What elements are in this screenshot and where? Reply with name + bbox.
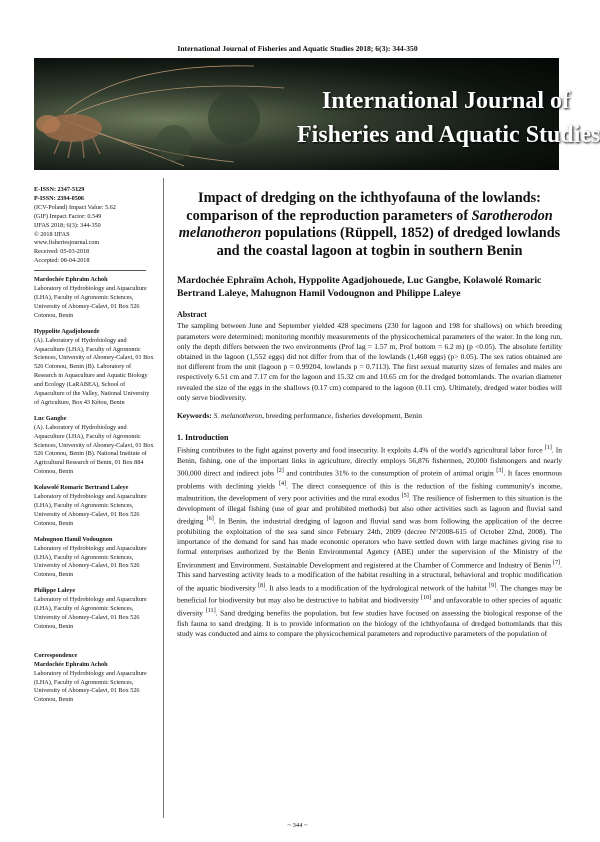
intro-text-segment: . This sand harvesting activity leads to a modification of the habitat resulting in a structural, behavioral and trophic modification of the aquatic biodiversity bbox=[177, 560, 562, 593]
accepted-date: Accepted: 08-04-2018 bbox=[34, 257, 90, 265]
citation-ref: [9] bbox=[489, 581, 497, 589]
intro-text-segment: . Sand dredging benefits the population, but few studies have focused on assessing the biological response of the fish fauna to sand dredging. It is to provide information on the biology of the ichthyofauna of dredged bottomlands that this study was conducted and aims to compare the physicochemical parameters and reproductive parameters of the population of bbox=[177, 608, 563, 638]
citation-line: IJFAS 2018; 6(3): 344-350 bbox=[34, 221, 101, 229]
author-affiliation: Laboratory of Hydrobiology and Aquaculture (LHA), Faculty of Agronomic Sciences, University of Abomey-Calavi, 01 Box 526 Cotonou, Benin bbox=[34, 544, 147, 579]
running-head: International Journal of Fisheries and Aquatic Studies 2018; 6(3): 344-350 bbox=[177, 44, 418, 53]
website-link[interactable]: www.fisheriesjournal.com bbox=[34, 239, 100, 247]
author-affiliation: (A). Laboratory of Hydrobiology and Aquaculture (LHA), Faculty of Agronomic Sciences, University of Abomey-Calavi, 01 Box 526 Cotonou, Benin (B). National Institute of Agricultural Research of Benin, 01 Box 884 Cotonou, Benin bbox=[34, 423, 154, 476]
sidebar-divider bbox=[34, 270, 146, 271]
author-name: Mardochée Ephraïm Achoh bbox=[34, 276, 108, 284]
intro-text-segment: and unfavorable to other species of aquatic diversity bbox=[177, 595, 562, 618]
intro-text-segment: . The changes may be beneficial for biodiversity but may also be destructive to habitat and biodiversity bbox=[177, 583, 562, 605]
author-affiliation: (A). Laboratory of Hydrobiology and Aquaculture (LHA), Faculty of Agronomic Sciences, University of Abomey-Calavi, 01 Box 526 Cotonou, Benin (B). Laboratory of Research in Aquaculture and Aquatic Biology and Ecology (LaRABEA), School of Aquaculture of the Valley, National University of Agriculture, Box 43 Kétou, Benin bbox=[34, 336, 154, 406]
author-affiliation: Laboratory of Hydrobiology and Aquaculture (LHA), Faculty of Agronomic Sciences, University of Abomey-Calavi, 01 Box 526 Cotonou, Benin bbox=[34, 285, 147, 319]
title-part2: populations (Rüppell, 1852) of dredged lowlands and the coastal lagoon at togbin in southern Benin bbox=[216, 225, 561, 259]
impact-value: (ICV-Poland) Impact Value: 5.62 bbox=[34, 203, 116, 211]
keywords-species: S. melanotheron bbox=[213, 411, 263, 420]
author-affiliation: Laboratory of Hydrobiology and Aquaculture (LHA), Faculty of Agronomic Sciences, University of Abomey-Calavi, 01 Box 526 Cotonou, Benin bbox=[34, 493, 147, 527]
keywords-rest: , breeding performance, fisheries development, Benin bbox=[262, 411, 422, 420]
correspondence-name: Mardochée Ephraïm Achoh bbox=[34, 660, 108, 668]
article-title bbox=[177, 190, 562, 260]
sidebar-author bbox=[34, 276, 154, 321]
intro-text-segment: . In Benin, fishing, one of the important links in agriculture, directly employs 56,876 fishermen, 20,000 fishmongers and nearly 300,000 direct and indirect jobs bbox=[177, 445, 562, 478]
intro-text-segment: . In Benin, the industrial dredging of lagoon and fluvial sand was born following the application of the decree prohibiting the exploitation of the sea sand since February 24th, 2009 (decree N°2008-615 of October 22nd, 2008). The importance of the demand for sand has made economic operators who have settled down with large machines giving rise to formal enterprises authorized by the Benin Environmental Agency (ABE) under the supervision of the Ministry of the Environment and Environment. Sustainable Development and registered at the Chamber of Commerce and Industry of Benin bbox=[177, 516, 562, 570]
author-name: Mahugnon Hamil Vodougnon bbox=[34, 535, 113, 543]
page-number: ~ 344 ~ bbox=[287, 822, 308, 829]
sidebar-author bbox=[34, 536, 154, 581]
author-affiliation: Laboratory of Hydrobiology and Aquaculture (LHA), Faculty of Agronomic Sciences, University of Abomey-Calavi, 01 Box 526 Cotonou, Benin bbox=[34, 596, 147, 630]
title-part1: Impact of dredging on the ichthyofauna of the lowlands: comparison of the reproduction parameters of bbox=[186, 190, 541, 224]
copyright-line: © 2018 IJFAS bbox=[34, 230, 70, 238]
keywords-label: Keywords: bbox=[177, 411, 212, 420]
citation-ref: [11] bbox=[205, 606, 216, 614]
citation-ref: [1] bbox=[544, 444, 552, 452]
introduction-text bbox=[177, 443, 562, 639]
citation-ref: [6] bbox=[206, 515, 214, 523]
citation-ref: [4] bbox=[278, 479, 287, 487]
impact-factor: (GIF) Impact Factor: 0.549 bbox=[34, 212, 102, 220]
eissn: E-ISSN: 2347-5129 bbox=[34, 186, 85, 193]
author-name: Kolawolé Romaric Bertrand Laleye bbox=[34, 484, 129, 492]
banner-title-line1: International Journal of bbox=[322, 88, 571, 114]
introduction-heading: 1. Introduction bbox=[177, 433, 229, 443]
citation-ref: [7] bbox=[552, 558, 561, 566]
pissn: P-ISSN: 2394-0506 bbox=[34, 194, 85, 202]
journal-banner bbox=[34, 58, 600, 170]
intro-text-segment: . The direct consequence of this is the reduction of the fishing community's income, malnutrition, the development of very poor activities and the rural exodus bbox=[177, 481, 562, 503]
sidebar-author bbox=[34, 484, 154, 529]
author-name: Philippe Laleye bbox=[34, 587, 76, 595]
citation-ref: [5] bbox=[401, 492, 409, 500]
banner-title-line2: Fisheries and Aquatic Studies bbox=[297, 122, 600, 148]
intro-text-segment: . It faces enormous problems with declining yields bbox=[177, 468, 562, 491]
article-main bbox=[177, 190, 562, 639]
sidebar-author bbox=[34, 587, 154, 632]
intro-text-segment: . It also leads to a modification of the hydrological network of the habitat bbox=[265, 583, 490, 593]
sidebar-author bbox=[34, 328, 154, 408]
keywords bbox=[177, 411, 562, 421]
sidebar bbox=[34, 186, 154, 705]
correspondence-label: Correspondence bbox=[34, 651, 78, 659]
column-divider bbox=[163, 178, 164, 818]
article-authors: Mardochée Ephraïm Achoh, Hyppolite Agadjohouede, Luc Gangbe, Kolawolé Romaric Bertrand Laleye, Mahugnon Hamil Vodougnon and Philippe Laleye bbox=[177, 275, 542, 300]
intro-text-segment: . The resilience of fishermen to this situation is the development of illegal fishing (use of gear and prohibited methods) but also other activities such as lagoon and fluvial sand dredging bbox=[177, 493, 562, 526]
author-name: Hyppolite Agadjohouede bbox=[34, 327, 100, 335]
title-species: Sarotherodon melanotheron bbox=[178, 207, 553, 242]
received-date: Received: 05-03-2018 bbox=[34, 248, 90, 256]
intro-text-segment: and contributes 31% to the consumption of protein of animal origin bbox=[283, 468, 497, 478]
citation-ref: [8] bbox=[257, 581, 266, 589]
abstract-heading: Abstract bbox=[177, 310, 207, 320]
correspondence-affiliation: Laboratory of Hydrobiology and Aquaculture (LHA), Faculty of Agronomic Sciences, University of Abomey-Calavi, 01 Box 526 Cotonou, Benin bbox=[34, 669, 147, 704]
sidebar-author bbox=[34, 415, 154, 477]
author-name: Luc Gangbe bbox=[34, 414, 67, 422]
intro-text-segment: Fishing contributes to the fight against poverty and food insecurity. It exploits 4.4% of the world's agricultural labor force bbox=[177, 445, 545, 455]
citation-ref: [3] bbox=[496, 467, 504, 475]
citation-ref: [2] bbox=[276, 467, 284, 475]
citation-ref: [10] bbox=[421, 594, 432, 602]
abstract-text: The sampling between June and September yielded 428 specimens (230 for lagoon and 198 for shallows) on which breeding parameters were determined; monitoring monthly measurements of the physicochemical parameters of the water. In the long run, only the depth differs between the two environments (Prof lag = 1.57 m, Prof bottom = 6.2 m) (p <0.05). The absolute fertility obtained in the lagoon (1,552 eggs) did not differ from that of the lowlands (1,468 eggs) (p> 0.05). The sex ratios obtained are not different from the unit (lagoon p = 0.99204, lowlands p = 0.7113). The first sexual maturity sizes of females and males are respectively 6.51 cm and 7.17 cm for the lagoon and 15.32 cm and 10.65 cm for the dredged bottomlands. The ovarian diameter revealed the size of the eggs in the shallows (0.17 cm) compared to the lagoon (0.11 cm). Ultimately, dredged water bodies will only serve biodiversity. bbox=[177, 321, 562, 402]
